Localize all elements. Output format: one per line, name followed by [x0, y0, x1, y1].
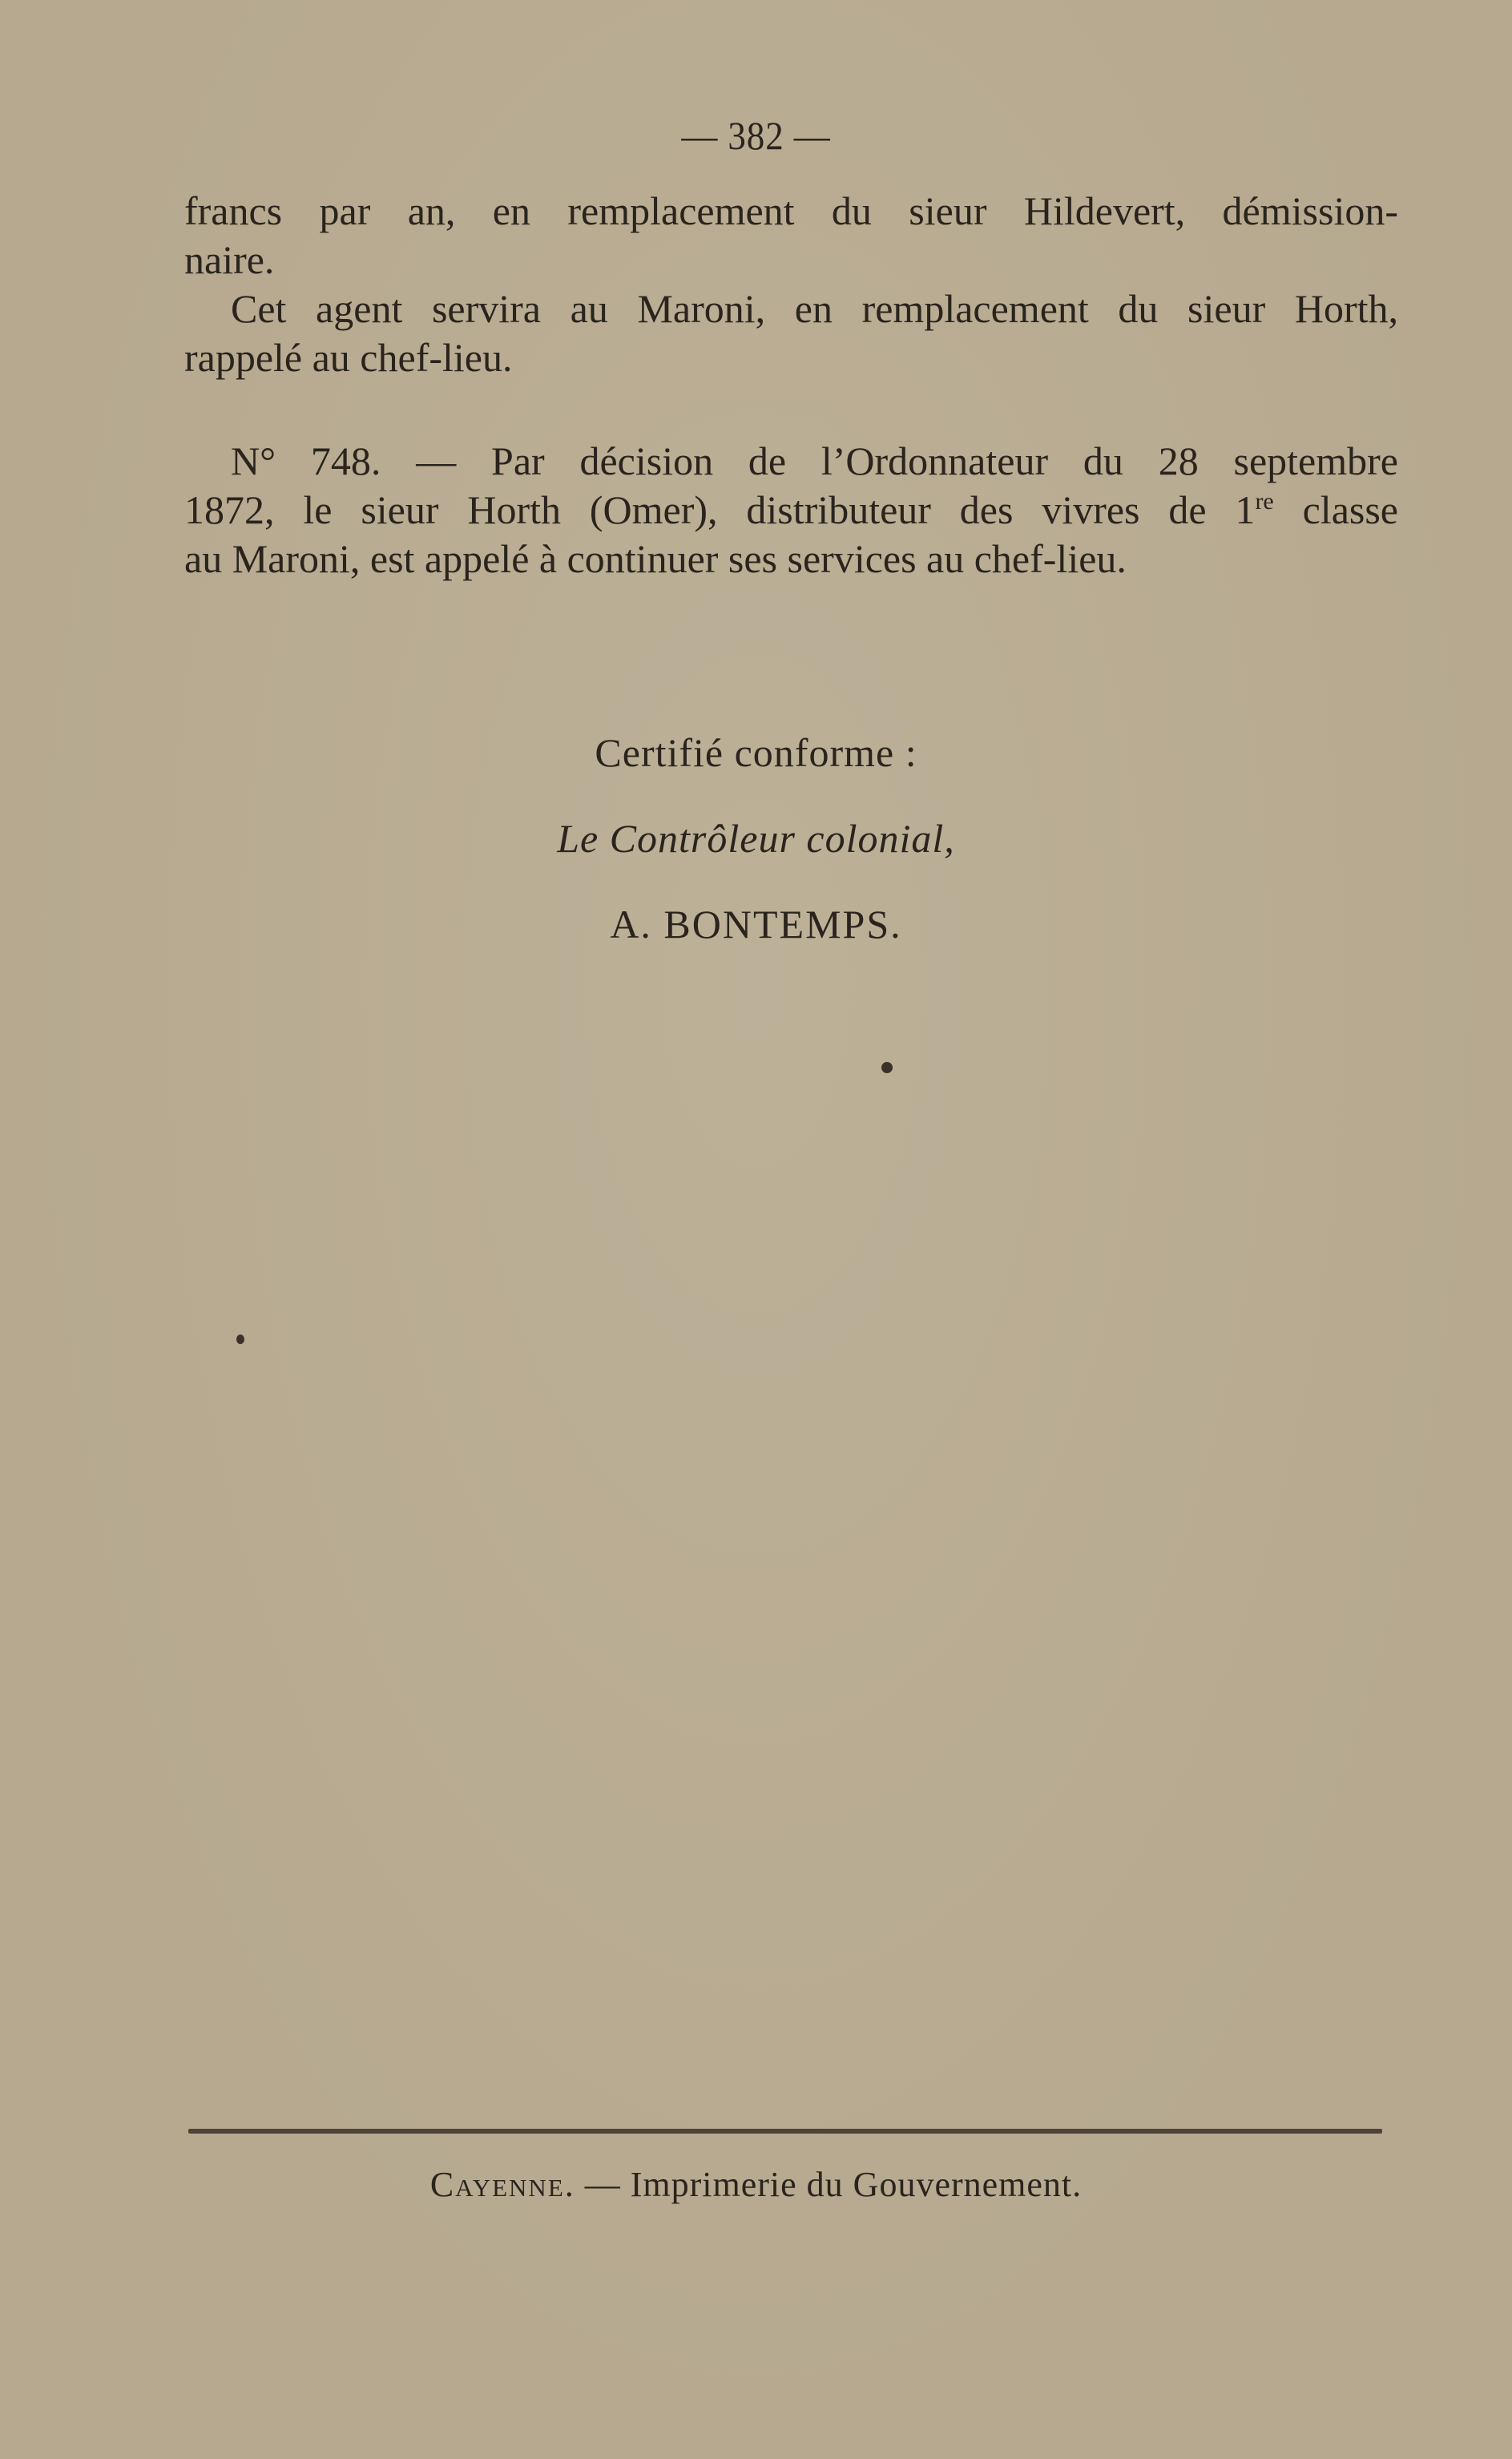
imprint-city: Cayenne.	[429, 2165, 575, 2204]
paragraph-continuation	[184, 187, 1398, 382]
text-line	[184, 486, 1398, 535]
page-number: — 382 —	[681, 113, 831, 158]
certifier-title: Le Contrôleur colonial,	[557, 816, 955, 861]
text-line: Cet agent servira au Maroni, en remplacement du sieur Horth,	[231, 286, 1398, 331]
footer-rule	[188, 2129, 1382, 2134]
text-line: naire.	[184, 237, 275, 282]
imprint-separator: —	[575, 2165, 631, 2204]
ink-speck	[881, 1062, 893, 1073]
text-line: francs par an, en remplacement du sieur Hildevert, démission-	[184, 188, 1398, 233]
ordinal-superscript: re	[1255, 488, 1274, 515]
text-line: N° 748. — Par décision de l’Ordonnateur du 28 septembre	[231, 438, 1398, 483]
imprint-printer: Imprimerie du Gouvernement.	[630, 2165, 1083, 2204]
ink-speck	[236, 1334, 244, 1344]
text-segment: 1872, le sieur Horth (Omer), distributeur des vivres de 1	[184, 487, 1256, 532]
text-line: au Maroni, est appelé à continuer ses services au chef-lieu.	[184, 536, 1127, 581]
text-line: rappelé au chef-lieu.	[184, 335, 513, 380]
printer-imprint	[0, 2164, 1512, 2205]
decision-paragraph-748	[184, 437, 1398, 583]
signature-name: A. BONTEMPS.	[610, 902, 902, 947]
text-segment: classe	[1273, 487, 1399, 532]
certification-heading: Certifié conforme :	[595, 730, 917, 775]
